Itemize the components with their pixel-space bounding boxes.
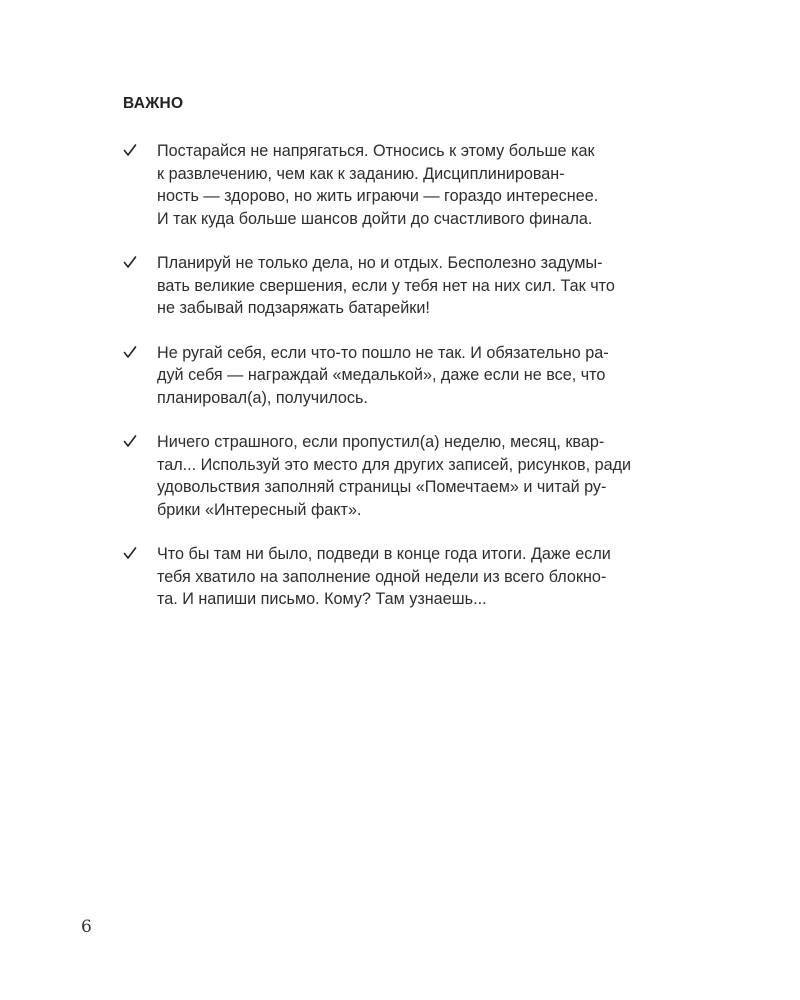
checkmark-icon <box>123 345 137 359</box>
text-line: брики «Интересный факт». <box>157 500 362 519</box>
item-text <box>157 543 723 611</box>
item-text <box>157 431 723 521</box>
text-line: И так куда больше шансов дойти до счастливого финала. <box>157 209 593 228</box>
item-text <box>157 252 723 320</box>
list-item <box>123 342 723 410</box>
text-line: удовольствия заполняй страницы «Помечтаем» и читай ру- <box>157 478 607 496</box>
text-line: ность — здорово, но жить играючи — гораздо интереснее. <box>157 187 599 205</box>
section-heading: ВАЖНО <box>123 95 184 112</box>
list-item <box>123 431 723 521</box>
text-line: Планируй не только дела, но и отдых. Бесполезно задумы- <box>157 254 603 272</box>
text-line: вать великие свершения, если у тебя нет на них сил. Так что <box>157 276 615 295</box>
text-line: Постарайся не напрягаться. Относись к этому больше как <box>157 142 595 160</box>
text-line: не забывай подзаряжать батарейки! <box>157 299 430 317</box>
list-item <box>123 543 723 611</box>
text-line: планировал(а), получилось. <box>157 388 368 407</box>
item-text <box>157 140 723 230</box>
text-line: Ничего страшного, если пропустил(а) неделю, месяц, квар- <box>157 433 605 451</box>
text-line: та. И напиши письмо. Кому? Там узнаешь... <box>157 590 487 608</box>
item-text <box>157 342 723 410</box>
checklist <box>123 140 723 633</box>
list-item <box>123 252 723 320</box>
text-line: тебя хватило на заполнение одной недели из всего блокно- <box>157 567 607 586</box>
checkmark-icon <box>123 434 137 448</box>
text-line: Не ругай себя, если что-то пошло не так. И обязательно ра- <box>157 343 609 362</box>
text-line: к развлечению, чем как к заданию. Дисциплинирован- <box>157 164 565 183</box>
text-line: тал... Используй это место для других записей, рисунков, ради <box>157 455 632 474</box>
text-line: Что бы там ни было, подведи в конце года итоги. Даже если <box>157 545 611 563</box>
checkmark-icon <box>123 255 137 269</box>
page-number: 6 <box>81 917 92 937</box>
list-item <box>123 140 723 230</box>
checkmark-icon <box>123 143 137 157</box>
checkmark-icon <box>123 546 137 560</box>
text-line: дуй себя — награждай «медалькой», даже если не все, что <box>157 366 606 384</box>
